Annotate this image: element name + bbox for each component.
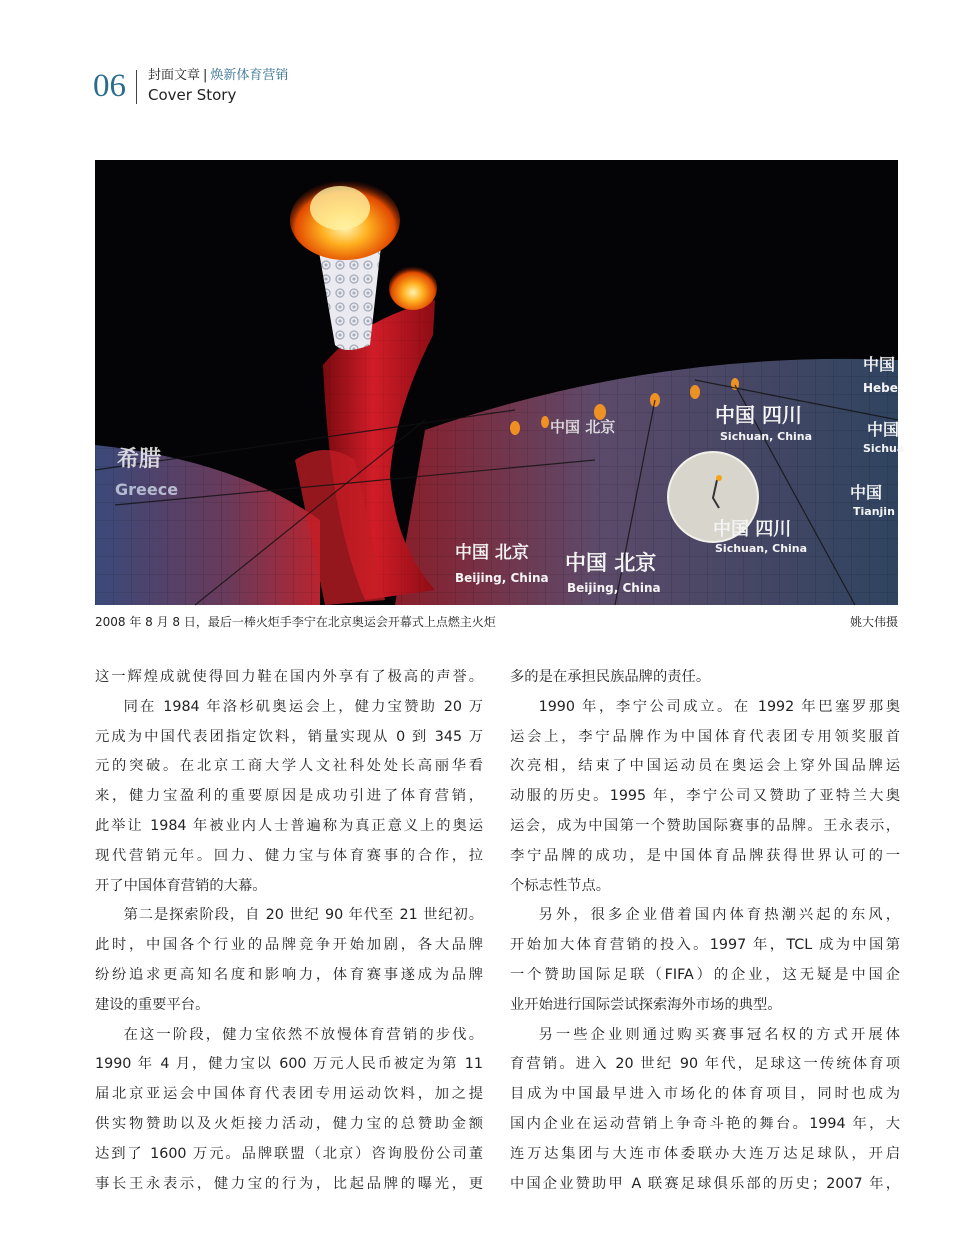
text-line: 次亮相，结束了中国运动员在奥运会上穿外国品牌运 <box>510 758 900 775</box>
text-line: 达到了 1600 万元。品牌联盟（北京）咨询股份公司董 <box>95 1145 483 1162</box>
text-line: 现代营销元年。回力、健力宝与体育赛事的合作，拉 <box>95 847 483 864</box>
text-line: 供实物赞助以及火炬接力活动，健力宝的总赞助金额 <box>95 1115 483 1132</box>
sign-sichuan-cn-2: 中国 四川 <box>713 519 792 540</box>
page-number: 06 <box>93 68 126 104</box>
sign-right-en-1: Hebe <box>863 381 898 395</box>
sign-greece-en: Greece <box>115 480 179 499</box>
sign-greece-cn: 希腊 <box>117 447 162 472</box>
header-divider <box>136 70 137 104</box>
sign-right-cn-3: 中国 <box>850 483 883 502</box>
text-line: 育营销。进入 20 世纪 90 年代，足球这一传统体育项 <box>510 1056 900 1073</box>
sign-beijing-cn-1: 中国 北京 <box>455 543 529 563</box>
sign-beijing-cn-2: 中国 北京 <box>565 551 657 575</box>
text-line: 中国企业赞助甲 A 联赛足球俱乐部的历史；2007 年， <box>510 1175 900 1192</box>
sign-right-cn-1: 中国 <box>863 355 896 374</box>
text-line: 1990 年，李宁公司成立。在 1992 年巴塞罗那奥 <box>538 698 900 715</box>
text-line: 第二是探索阶段，自 20 世纪 90 年代至 21 世纪初。 <box>123 907 483 924</box>
section-category: 封面文章 <box>148 68 201 83</box>
text-line: 开始加大体育营销的投入。1997 年，TCL 成为中国第 <box>510 937 900 954</box>
sign-beijing-cn-3: 中国 北京 <box>550 418 616 436</box>
text-line: 纷纷追求更高知名度和影响力，体育赛事遂成为品牌 <box>95 966 483 983</box>
photo-caption <box>95 613 898 631</box>
text-line: 届北京亚运会中国体育代表团专用运动饮料，加之提 <box>95 1086 483 1103</box>
sign-sichuan-cn-1: 中国 四川 <box>715 403 802 427</box>
sign-beijing-en-2: Beijing, China <box>567 581 661 595</box>
sign-right-en-3: Tianjin <box>853 505 895 518</box>
text-line: 另外，很多企业借着国内体育热潮兴起的东风， <box>538 907 900 924</box>
text-line: 个标志性节点。 <box>510 877 611 894</box>
section-subcategory: 焕新体育营销 <box>210 68 289 83</box>
article-column-left <box>95 663 483 1199</box>
text-line: 国内企业在运动营销上争奇斗艳的舞台。1994 年，大 <box>510 1115 900 1132</box>
text-line: 目成为中国最早进入市场化的体育项目，同时也成为 <box>510 1086 900 1103</box>
section-english: Cover Story <box>148 86 237 104</box>
text-line: 动服的历史。1995 年，李宁公司又赞助了亚特兰大奥 <box>510 788 900 805</box>
text-line: 事长王永表示，健力宝的行为，比起品牌的曝光，更 <box>95 1175 483 1192</box>
sign-beijing-en-1: Beijing, China <box>455 571 549 585</box>
text-line: 建设的重要平台。 <box>95 996 210 1013</box>
torch-photo <box>95 160 905 605</box>
text-line: 1990 年 4 月，健力宝以 600 万元人民币被定为第 11 <box>95 1056 483 1073</box>
text-line: 多的是在承担民族品牌的责任。 <box>510 669 711 685</box>
text-line: 元的突破。在北京工商大学人文社科处处长高丽华看 <box>95 758 483 775</box>
section-title <box>148 68 288 84</box>
article-column-right <box>510 663 900 1199</box>
text-line: 李宁品牌的成功，是中国体育品牌获得世界认可的一 <box>510 847 900 864</box>
section-separator: | <box>203 68 208 83</box>
sign-right-cn-2: 中国 <box>867 420 900 439</box>
text-line: 开了中国体育营销的大幕。 <box>95 877 267 894</box>
sign-sichuan-en-1: Sichuan, China <box>720 430 813 443</box>
sign-sichuan-en-2: Sichuan, China <box>715 542 808 555</box>
photo-credit: 姚大伟摄 <box>849 615 898 629</box>
text-line: 此举让 1984 年被业内人士普遍称为真正意义上的奥运 <box>95 817 483 834</box>
text-line: 此时，中国各个行业的品牌竞争开始加剧，各大品牌 <box>95 937 483 954</box>
text-line: 一个赞助国际足联（FIFA）的企业，这无疑是中国企 <box>510 966 900 983</box>
torch-illustration <box>95 160 905 605</box>
text-line: 运会上，李宁品牌作为中国体育代表团专用领奖服首 <box>510 728 900 745</box>
text-line: 业开始进行国际尝试探索海外市场的典型。 <box>510 996 782 1013</box>
sign-right-en-2: Sichua <box>863 442 905 455</box>
text-line: 这一辉煌成就使得回力鞋在国内外享有了极高的声誉。 <box>95 669 483 685</box>
text-line: 元成为中国代表团指定饮料，销量实现从 0 到 345 万 <box>95 728 483 745</box>
text-line: 来，健力宝盈利的重要原因是成功引进了体育营销， <box>95 788 483 805</box>
text-line: 同在 1984 年洛杉矶奥运会上，健力宝赞助 20 万 <box>123 698 483 715</box>
text-line: 在这一阶段，健力宝依然不放慢体育营销的步伐。 <box>123 1026 483 1043</box>
text-line: 另一些企业则通过购买赛事冠名权的方式开展体 <box>538 1026 900 1043</box>
caption-text: 2008 年 8 月 8 日，最后一棒火炬手李宁在北京奥运会开幕式上点燃主火炬 <box>95 615 496 629</box>
text-line: 运会，成为中国第一个赞助国际赛事的品牌。王永表示， <box>510 817 900 834</box>
text-line: 连万达集团与大连市体委联办大连万达足球队，开启 <box>510 1145 900 1162</box>
